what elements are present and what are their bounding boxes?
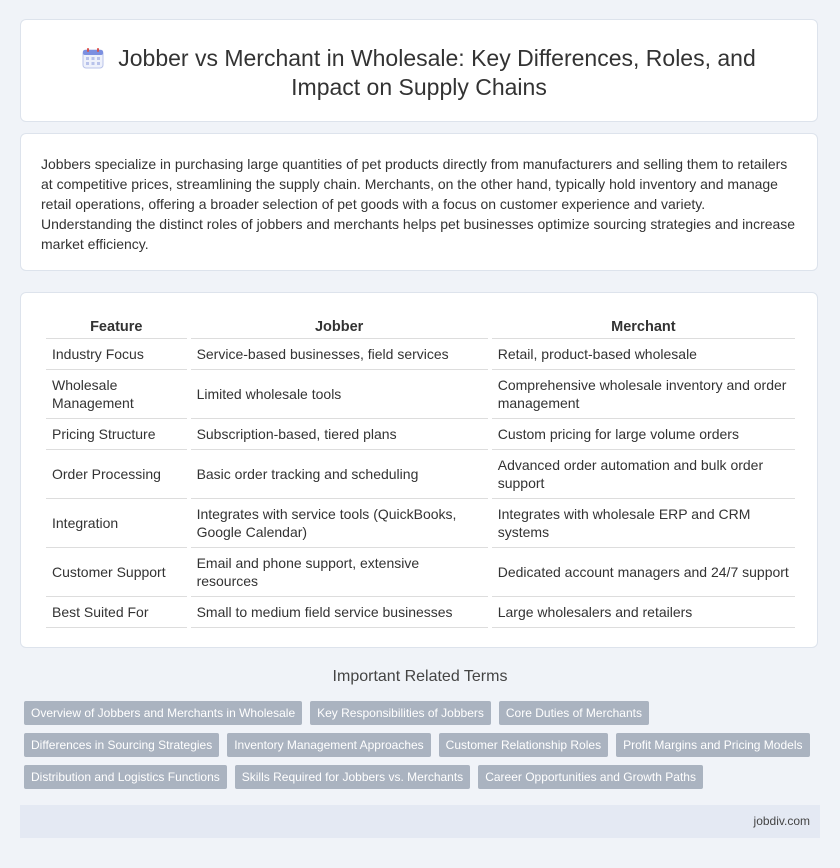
table-row — [46, 419, 795, 450]
related-terms-title: Important Related Terms — [332, 668, 508, 685]
footer — [20, 805, 820, 838]
related-term-tag[interactable]: Core Duties of Merchants — [499, 701, 649, 725]
related-term-tag[interactable]: Profit Margins and Pricing Models — [616, 733, 809, 757]
merchant-cell: Retail, product-based wholesale — [492, 339, 795, 370]
comparison-table — [42, 313, 799, 628]
feature-cell: Best Suited For — [46, 597, 187, 628]
related-term-tag[interactable]: Key Responsibilities of Jobbers — [310, 701, 491, 725]
merchant-cell: Custom pricing for large volume orders — [492, 419, 795, 450]
tag-row — [24, 701, 824, 725]
merchant-cell: Integrates with wholesale ERP and CRM systems — [492, 499, 795, 548]
jobber-cell: Email and phone support, extensive resources — [191, 548, 488, 597]
related-terms-list — [24, 701, 824, 797]
merchant-cell: Advanced order automation and bulk order support — [492, 450, 795, 499]
feature-cell: Customer Support — [46, 548, 187, 597]
feature-cell: Pricing Structure — [46, 419, 187, 450]
table-row — [46, 370, 795, 419]
jobber-cell: Subscription-based, tiered plans — [191, 419, 488, 450]
merchant-cell: Large wholesalers and retailers — [492, 597, 795, 628]
feature-cell: Order Processing — [46, 450, 187, 499]
feature-cell: Integration — [46, 499, 187, 548]
table-row — [46, 339, 795, 370]
related-term-tag[interactable]: Customer Relationship Roles — [439, 733, 608, 757]
title-line-1: Jobber vs Merchant in Wholesale: Key Differences, Roles, and — [118, 45, 756, 71]
intro-paragraph: Jobbers specialize in purchasing large quantities of pet products directly from manufacturers and selling them to retailers at competitive prices, streamlining the supply chain. Merchants, on the other hand, typically hold inventory and manage retail operations, offering a broader selection of pet goods with a focus on customer experience and variety. Understanding the distinct roles of jobbers and merchants helps pet businesses optimize sourcing strategies and increase market efficiency. — [41, 156, 796, 252]
jobber-cell: Basic order tracking and scheduling — [191, 450, 488, 499]
jobber-cell: Limited wholesale tools — [191, 370, 488, 419]
header-merchant: Merchant — [492, 313, 795, 339]
page-title — [21, 44, 817, 102]
related-term-tag[interactable]: Skills Required for Jobbers vs. Merchants — [235, 765, 470, 789]
header-feature: Feature — [46, 313, 187, 339]
feature-cell: Wholesale Management — [46, 370, 187, 419]
merchant-cell: Comprehensive wholesale inventory and order management — [492, 370, 795, 419]
jobber-cell: Service-based businesses, field services — [191, 339, 488, 370]
table-row — [46, 597, 795, 628]
feature-cell: Industry Focus — [46, 339, 187, 370]
jobber-cell: Small to medium field service businesses — [191, 597, 488, 628]
tag-row — [24, 765, 824, 789]
table-row — [46, 548, 795, 597]
calendar-icon — [82, 47, 104, 69]
related-term-tag[interactable]: Career Opportunities and Growth Paths — [478, 765, 703, 789]
title-line-2: Impact on Supply Chains — [291, 74, 547, 100]
table-row — [46, 499, 795, 548]
tag-row — [24, 733, 824, 757]
related-term-tag[interactable]: Differences in Sourcing Strategies — [24, 733, 219, 757]
header-jobber: Jobber — [191, 313, 488, 339]
intro-card — [20, 133, 818, 271]
related-term-tag[interactable]: Overview of Jobbers and Merchants in Wholesale — [24, 701, 302, 725]
table-header-row — [46, 313, 795, 339]
merchant-cell: Dedicated account managers and 24/7 support — [492, 548, 795, 597]
footer-site-link[interactable]: jobdiv.com — [753, 814, 810, 828]
related-term-tag[interactable]: Distribution and Logistics Functions — [24, 765, 227, 789]
header-card — [20, 19, 818, 122]
related-term-tag[interactable]: Inventory Management Approaches — [227, 733, 430, 757]
jobber-cell: Integrates with service tools (QuickBooks, Google Calendar) — [191, 499, 488, 548]
table-row — [46, 450, 795, 499]
comparison-card — [20, 292, 818, 648]
